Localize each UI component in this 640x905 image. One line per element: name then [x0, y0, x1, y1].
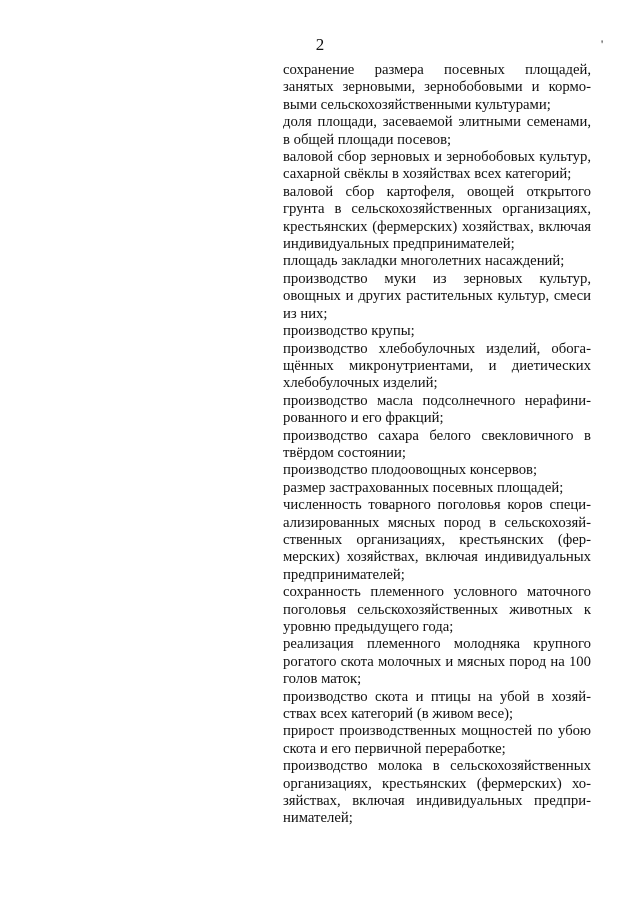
list-item: производство муки из зерновых культур, овощных и других растительных культур, смеси из них;: [283, 270, 591, 322]
page-number: 2: [315, 35, 325, 54]
indicator-list: [283, 62, 591, 828]
list-item: производство плодоовощных консервов;: [283, 462, 538, 479]
list-item: производство скота и птицы на убой в хозяйствах всех категорий (в живом весе);: [283, 688, 591, 723]
list-item: площадь закладки многолетних насаждений;: [283, 253, 565, 270]
list-item: прирост производственных мощностей по убою скота и его первичной переработке;: [283, 723, 591, 757]
list-item: реализация племенного молодняка крупного рогатого скота молочных и мясных пород на 100 голов маток;: [283, 636, 591, 688]
list-item: производство молока в сельскохозяйственных организациях, крестьянских (фермерских) хозяйствах, включая индивидуальных предпринимателей;: [283, 758, 591, 827]
list-item: производство хлебобулочных изделий, обогащённых микронутриентами, и диетических хлебобулочных изделий;: [283, 340, 591, 392]
page-edge-mark: ': [601, 37, 604, 51]
list-item: производство сахара белого свекловичного в твёрдом состоянии;: [283, 427, 591, 461]
list-item: производство масла подсолнечного нерафинированного и его фракций;: [283, 392, 591, 427]
list-item: доля площади, засеваемой элитными семенами, в общей площади посевов;: [283, 114, 591, 148]
list-item: производство крупы;: [283, 323, 415, 340]
list-item: сохранность племенного условного маточного поголовья сельскохозяйственных животных к уровню предыдущего года;: [283, 584, 591, 635]
list-item: сохранение размера посевных площадей, занятых зерновыми, зернобобовыми и кормовыми сельскохозяйственными культурами;: [283, 62, 591, 113]
list-item: валовой сбор зерновых и зернобобовых культур, сахарной свёклы в хозяйствах всех категорий;: [283, 149, 591, 183]
list-item: валовой сбор картофеля, овощей открытого грунта в сельскохозяйственных организациях, крестьянских (фермерских) хозяйствах, включая индивидуальных предпринимателей;: [283, 183, 591, 253]
list-item: размер застрахованных посевных площадей;: [283, 479, 564, 496]
list-item: численность товарного поголовья коров специализированных мясных пород в сельскохозяйственных организациях, крестьянских (фермерских) хозяйствах, включая индивидуальных предпринимателей;: [283, 497, 591, 583]
